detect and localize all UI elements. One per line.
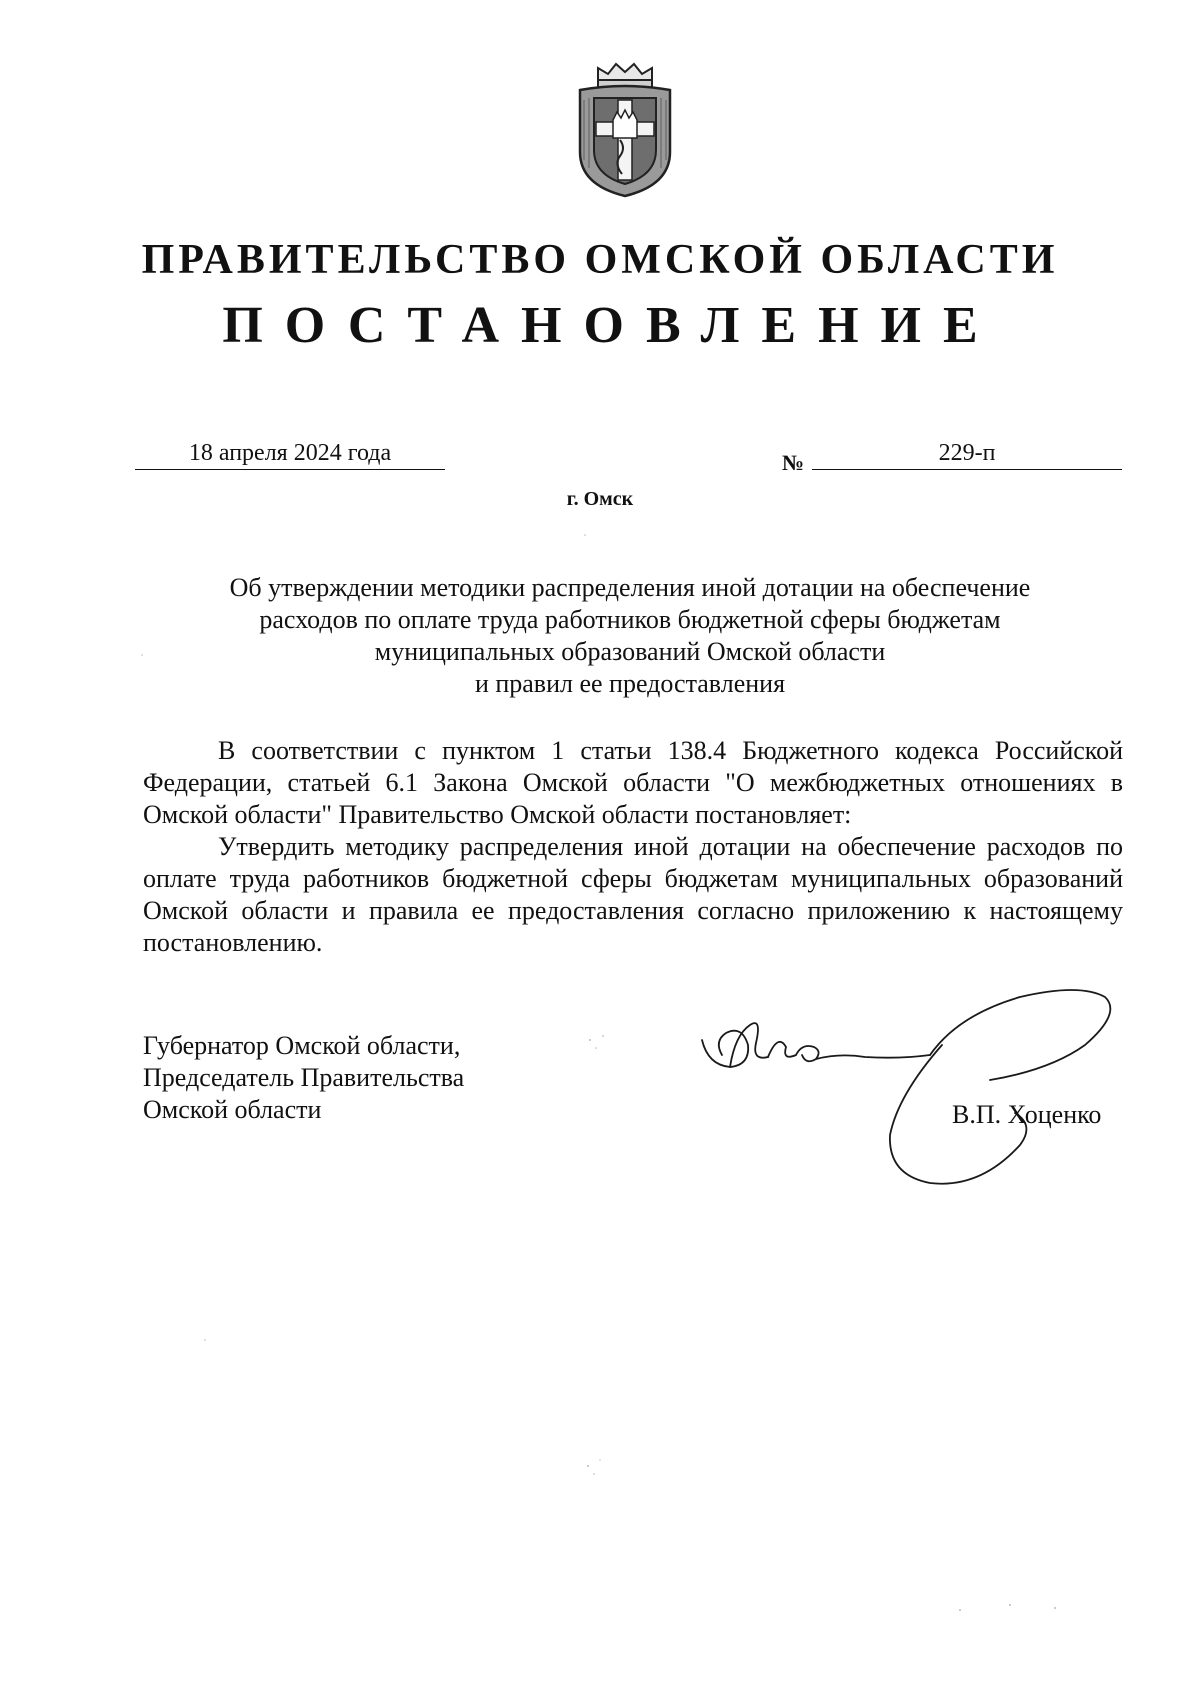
subject-line: и правил ее предоставления bbox=[474, 669, 786, 698]
position-line: Губернатор Омской области, bbox=[143, 1031, 461, 1060]
government-title: ПРАВИТЕЛЬСТВО ОМСКОЙ ОБЛАСТИ bbox=[141, 237, 1059, 283]
document-body bbox=[143, 735, 1123, 959]
number-sign: № bbox=[782, 450, 805, 475]
subject-line: муниципальных образований Омской области bbox=[374, 637, 886, 666]
city-label: г. Омск bbox=[566, 488, 634, 510]
document-date: 18 апреля 2024 года bbox=[135, 440, 445, 470]
signatory-position bbox=[143, 1030, 464, 1126]
document-subject bbox=[140, 572, 1120, 700]
body-paragraph: Утвердить методику распределения иной дотации на обеспечение расходов по оплате труда работников бюджетной сферы бюджетам муниципальных образований Омской области и правила ее предоставления согласно приложению к настоящему постановлению. bbox=[143, 832, 1123, 957]
position-line: Омской области bbox=[143, 1095, 322, 1124]
handwritten-signature bbox=[690, 985, 1160, 1195]
position-line: Председатель Правительства bbox=[143, 1063, 465, 1092]
document-number: 229-п bbox=[812, 440, 1122, 470]
subject-line: Об утверждении методики распределения иной дотации на обеспечение bbox=[229, 573, 1031, 602]
subject-line: расходов по оплате труда работников бюджетной сферы бюджетам bbox=[259, 605, 1001, 634]
omsk-coat-of-arms-icon bbox=[570, 60, 680, 200]
document-type-title: ПОСТАНОВЛЕНИЕ bbox=[222, 297, 1000, 354]
body-paragraph: В соответствии с пунктом 1 статьи 138.4 Бюджетного кодекса Российской Федерации, статьей 6.1 Закона Омской области "О межбюджетных отношениях в Омской области" Правительство Омской области постановляет: bbox=[143, 736, 1123, 829]
signatory-name: В.П. Хоценко bbox=[952, 1100, 1102, 1129]
